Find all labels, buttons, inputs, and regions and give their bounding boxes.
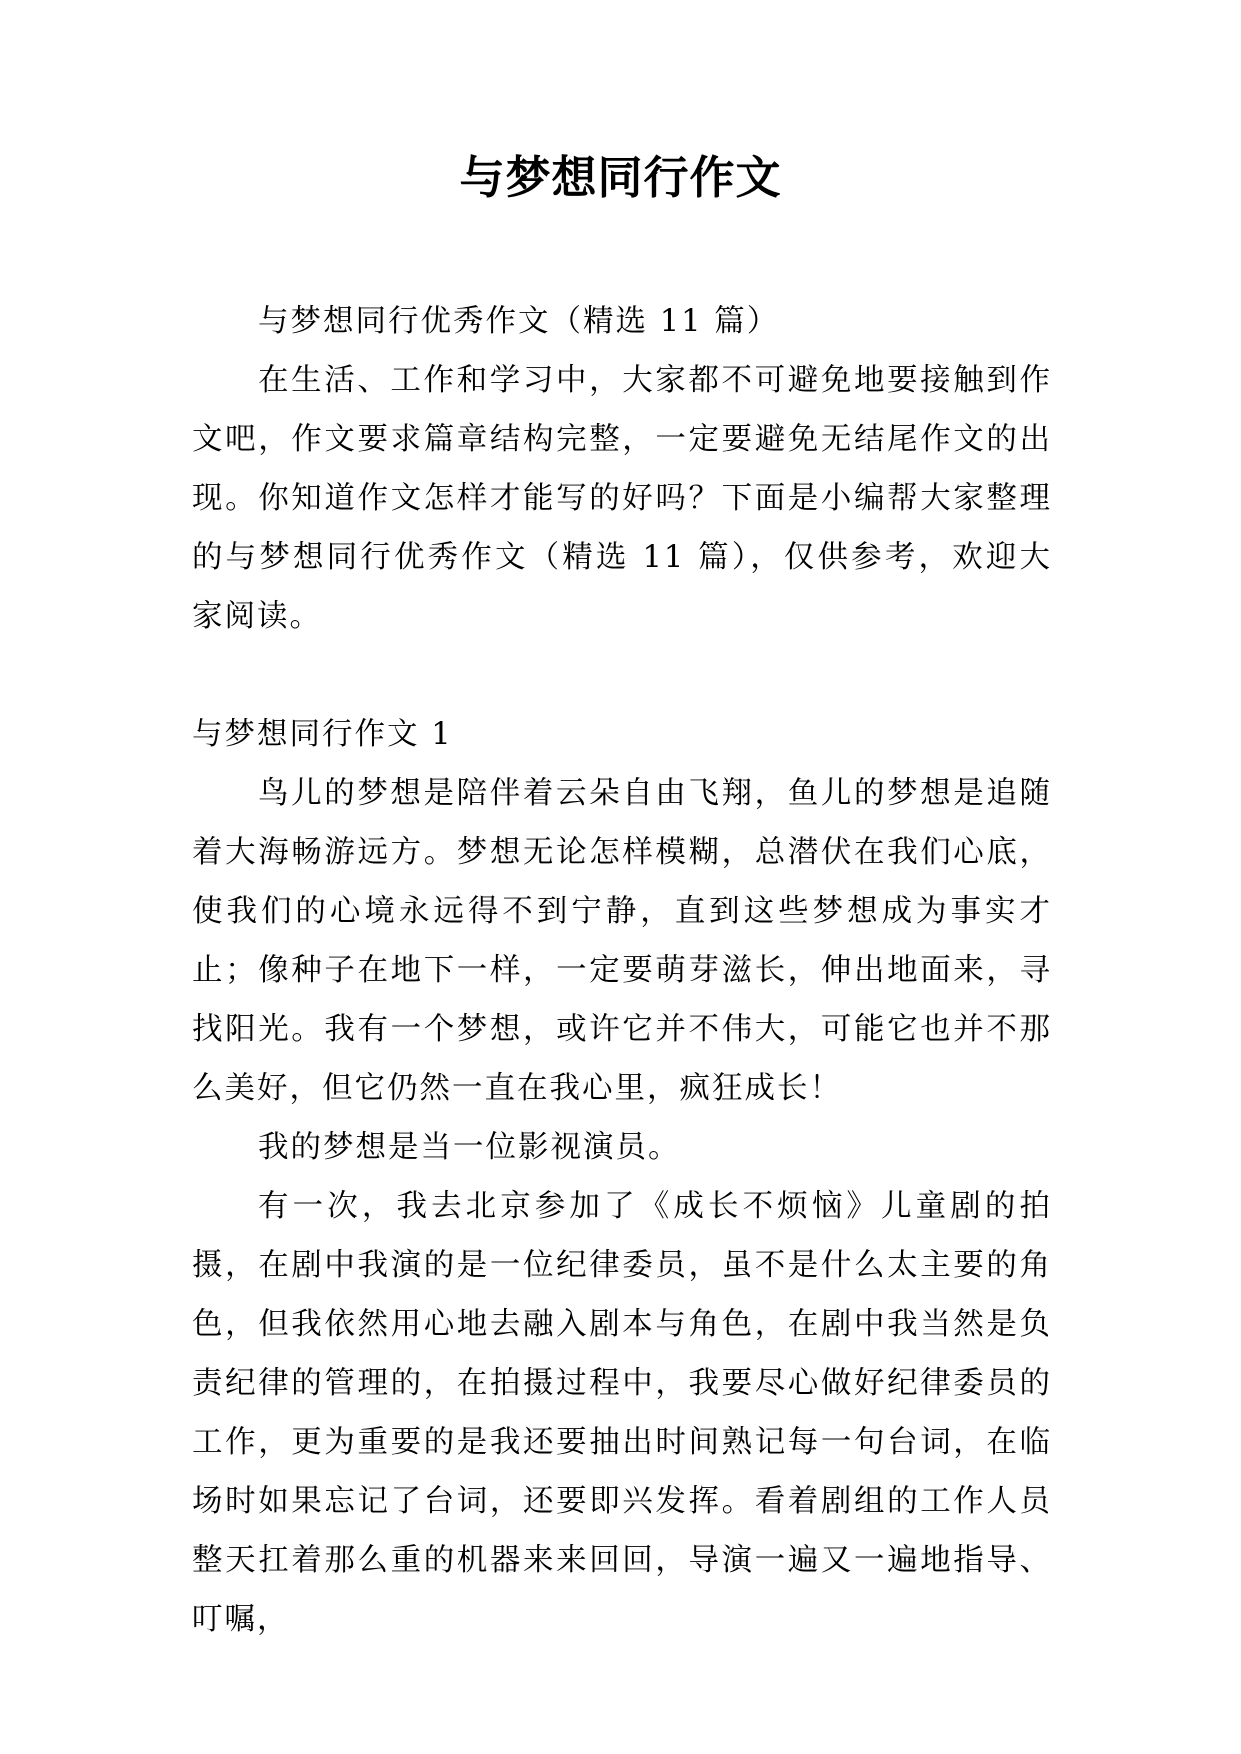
body-paragraph: 有一次，我去北京参加了《成长不烦恼》儿童剧的拍摄，在剧中我演的是一位纪律委员，虽不是什么太主要的角色，但我依然用心地去融入剧本与角色，在剧中我当然是负责纪律的管理的，在拍摄过程中，我要尽心做好纪律委员的工作，更为重要的是我还要抽出时间熟记每一句台词，在临场时如果忘记了台词，还要即兴发挥。看着剧组的工作人员整天扛着那么重的机器来来回回，导演一遍又一遍地指导、叮嘱， <box>192 1189 1052 1637</box>
section-heading: 与梦想同行作文 1 <box>192 717 453 752</box>
body-paragraph: 我的梦想是当一位影视演员。 <box>258 1130 681 1165</box>
body-paragraph: 鸟儿的梦想是陪伴着云朵自由飞翔，鱼儿的梦想是追随着大海畅游远方。梦想无论怎样模糊，总潜伏在我们心底，使我们的心境永远得不到宁静，直到这些梦想成为事实才止；像种子在地下一样，一定要萌芽滋长，伸出地面来，寻找阳光。我有一个梦想，或许它并不伟大，可能它也并不那么美好，但它仍然一直在我心里，疯狂成长！ <box>192 776 1052 1106</box>
document-subtitle: 与梦想同行优秀作文（精选 11 篇） <box>258 304 780 339</box>
document-body <box>192 292 1052 1649</box>
document-title: 与梦想同行作文 <box>459 151 782 204</box>
intro-paragraph: 在生活、工作和学习中，大家都不可避免地要接触到作文吧，作文要求篇章结构完整，一定要避免无结尾作文的出现。你知道作文怎样才能写的好吗？下面是小编帮大家整理的与梦想同行优秀作文（精选 11 篇），仅供参考，欢迎大家阅读。 <box>192 363 1052 634</box>
